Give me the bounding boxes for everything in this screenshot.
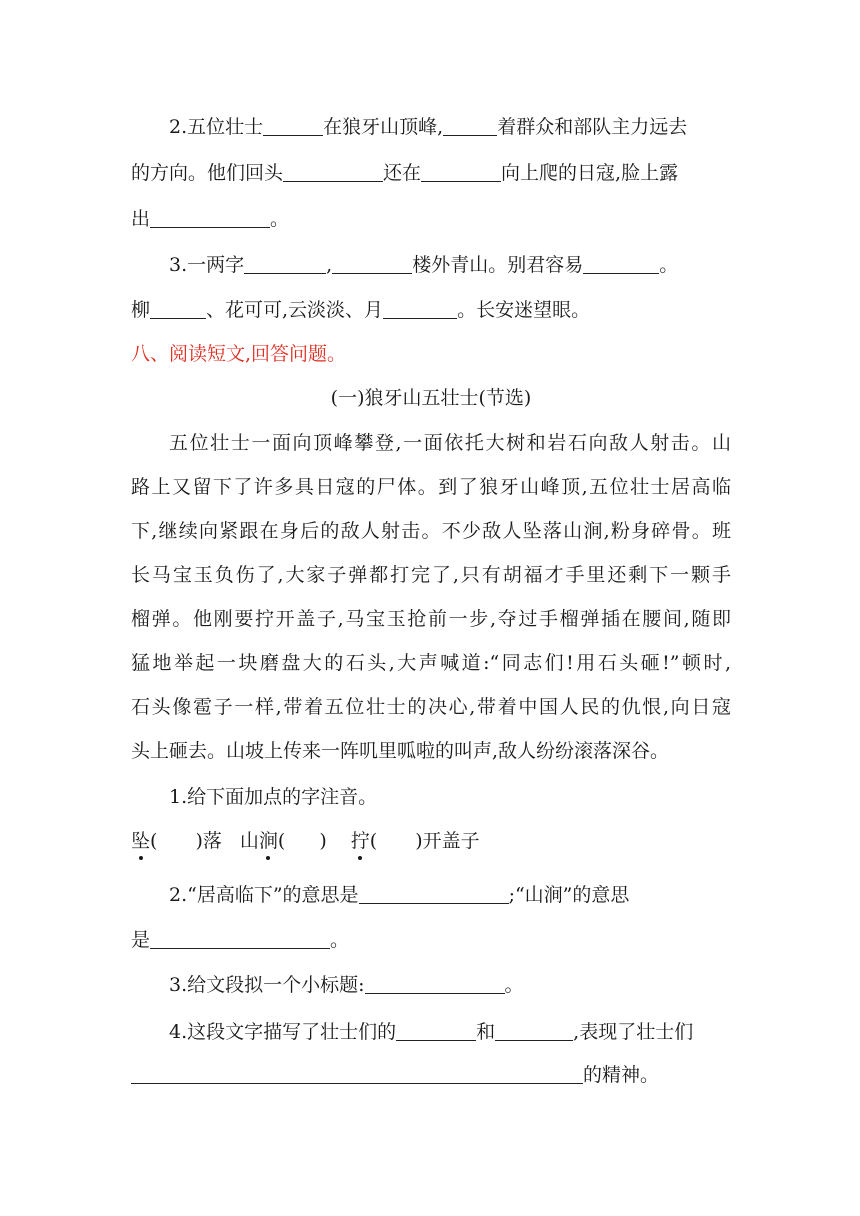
text: 的精神。	[583, 1064, 660, 1086]
answer-blank[interactable]	[150, 207, 270, 228]
text: 3.给文段拟一个小标题:	[169, 974, 365, 996]
text: 是	[131, 929, 151, 951]
passage-line: 石头像雹子一样,带着五位壮士的决心,带着中国人民的仇恨,向日寇	[131, 696, 731, 718]
answer-blank[interactable]	[583, 253, 659, 274]
answer-blank[interactable]	[383, 298, 457, 319]
answer-blank[interactable]	[396, 1020, 476, 1041]
answer-blank[interactable]	[332, 253, 412, 274]
passage-line: 榴弹。他刚要拧开盖子,马宝玉抢前一步,夺过手榴弹插在腰间,随即	[131, 608, 731, 630]
paren-open: (	[150, 830, 158, 852]
fill-q2-line3	[131, 206, 731, 234]
answer-blank[interactable]	[283, 161, 383, 182]
question-4-line1	[169, 1019, 769, 1047]
fill-q2-line1	[169, 114, 769, 142]
text: 。	[504, 974, 524, 996]
question-1-prompt: 1.给下面加点的字注音。	[169, 786, 378, 808]
answer-blank[interactable]	[421, 161, 501, 182]
passage-line: 下,继续向紧跟在身后的敌人射击。不少敌人坠落山涧,粉身碎骨。班	[131, 520, 731, 542]
text: 柳	[131, 299, 151, 321]
answer-blank[interactable]	[150, 298, 206, 319]
text: 。	[659, 254, 679, 276]
paren-close: )	[195, 830, 203, 852]
dotted-char: 拧	[350, 830, 370, 852]
fill-q2-line2	[131, 160, 731, 188]
text: 开盖子	[422, 830, 480, 852]
text: 出	[131, 208, 151, 230]
text: 落	[202, 830, 222, 852]
text: ,表现了壮士们	[573, 1021, 694, 1043]
text: 还在	[383, 162, 422, 184]
answer-blank[interactable]	[244, 253, 326, 274]
paren-close: )	[319, 830, 327, 852]
question-4-line2	[131, 1062, 731, 1090]
fill-q3-line1	[169, 252, 769, 280]
answer-blank[interactable]	[150, 928, 330, 949]
text: ;“山涧”的意思	[508, 884, 630, 906]
passage-line: 五位壮士一面向顶峰攀登,一面依托大树和岩石向敌人射击。山	[169, 432, 731, 454]
question-2-line1	[169, 882, 769, 910]
text: ,	[326, 254, 333, 276]
passage-line: 路上又留下了许多具日寇的尸体。到了狼牙山峰顶,五位壮士居高临	[131, 476, 731, 498]
fill-q3-line2	[131, 297, 731, 325]
text: 2.“居高临下”的意思是	[169, 884, 359, 906]
paren-open: (	[369, 830, 378, 852]
text: 山	[239, 830, 259, 852]
text: 在狼牙山顶峰,	[323, 116, 444, 138]
answer-blank[interactable]	[495, 1020, 573, 1041]
dotted-char: 涧	[258, 830, 278, 852]
section-heading: 八、阅读短文,回答问题。	[131, 343, 347, 365]
text: 着群众和部队主力远去	[497, 116, 688, 138]
passage-line: 长马宝玉负伤了,大家子弹都打完了,只有胡福才手里还剩下一颗手	[131, 564, 731, 586]
answer-blank[interactable]	[263, 115, 323, 136]
text: 。	[330, 929, 350, 951]
answer-blank[interactable]	[131, 1063, 583, 1084]
text: 的方向。他们回头	[131, 162, 284, 184]
text: 。	[270, 208, 290, 230]
question-2-line2	[131, 927, 731, 955]
text: 和	[476, 1021, 496, 1043]
dotted-char: 坠	[131, 830, 151, 852]
answer-blank[interactable]	[443, 115, 497, 136]
text: 向上爬的日寇,脸上露	[501, 162, 679, 184]
passage-line: 猛地举起一块磨盘大的石头,大声喊道:“同志们!用石头砸!”顿时,	[131, 652, 731, 674]
paren-open: (	[277, 830, 286, 852]
text: 2.五位壮士	[169, 116, 264, 138]
answer-blank[interactable]	[359, 883, 509, 904]
text: 4.这段文字描写了壮士们的	[169, 1021, 397, 1043]
answer-blank[interactable]	[365, 973, 505, 994]
paren-close: )	[415, 830, 423, 852]
question-1-items	[131, 828, 731, 856]
passage-line: 头上砸去。山坡上传来一阵叽里呱啦的叫声,敌人纷纷滚落深谷。	[131, 740, 670, 762]
question-3	[169, 972, 769, 1000]
text: 3.一两字	[169, 254, 245, 276]
passage-title: (一)狼牙山五壮士(节选)	[330, 387, 532, 409]
text: 楼外青山。别君容易	[412, 254, 584, 276]
text: 、花可可,云淡淡、月	[206, 299, 384, 321]
text: 。长安迷望眼。	[457, 299, 591, 321]
